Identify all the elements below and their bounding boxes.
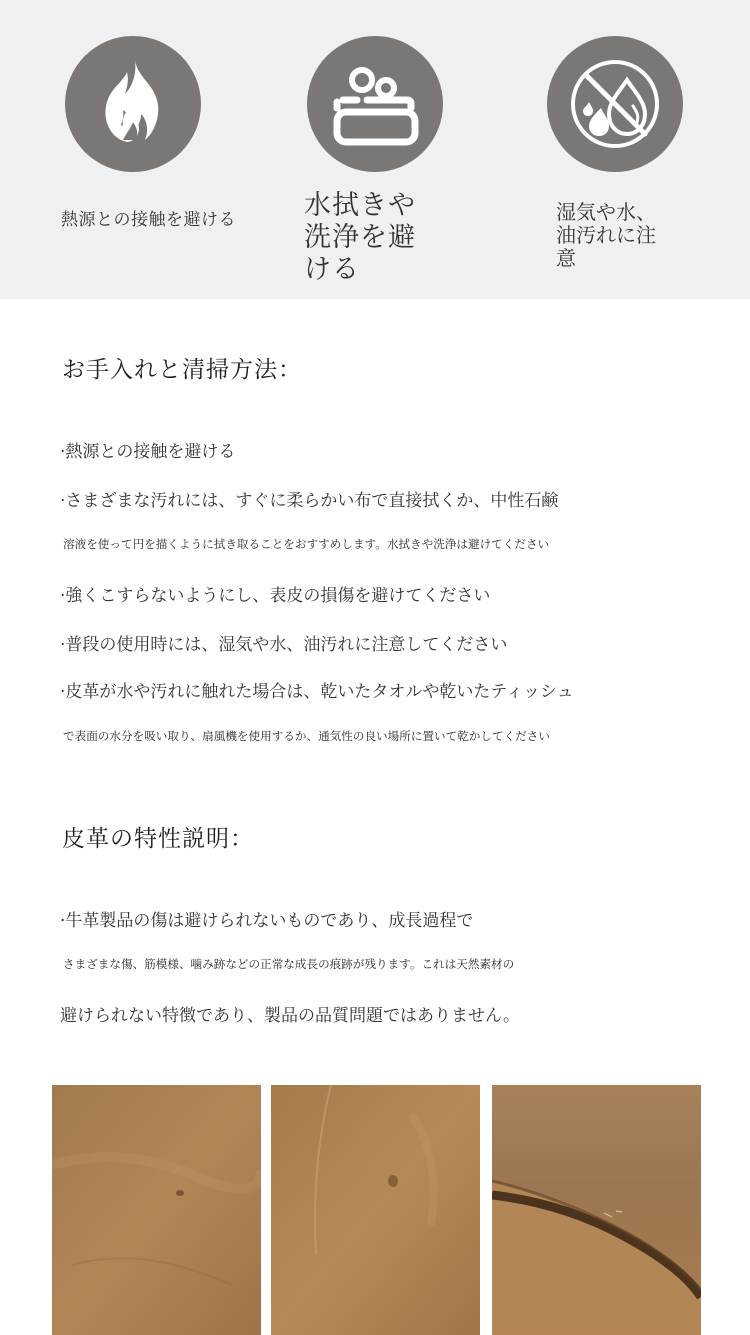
leather-line: さまざまな傷、筋模様、噛み跡などの正常な成長の痕跡が残ります。これは天然素材の [63,957,515,971]
bathtub-icon [307,36,443,172]
care-line: ·熱源との接触を避ける [60,442,236,462]
leather-photo [52,1085,261,1335]
flame-icon [65,36,201,172]
care-line: ·さまざまな汚れには、すぐに柔らかい布で直接拭くか、中性石鹸 [60,491,559,511]
care-line: ·皮革が水や汚れに触れた場合は、乾いたタオルや乾いたティッシュ [60,682,574,702]
caption-avoid-wet-wipe: 水拭きや洗浄を避ける [304,190,416,285]
care-line: ·強くこすらないようにし、表皮の損傷を避けてください [60,586,491,606]
care-line: ·普段の使用時には、湿気や水、油汚れに注意してください [60,635,508,655]
caption-avoid-heat: 熱源との接触を避ける [61,210,236,230]
care-line: 溶液を使って円を描くように拭き取ることをおすすめします。水拭きや洗浄は避けてください [63,537,550,551]
caption-beware-moisture: 湿気や水、油汚れに注意 [556,200,656,270]
leather-line: 避けられない特徴であり、製品の品質問題ではありません。 [60,1006,521,1026]
leather-line: ·牛革製品の傷は避けられないものであり、成長過程で [60,911,474,931]
leather-photo [271,1085,480,1335]
no-water-icon [547,36,683,172]
care-heading: お手入れと清掃方法： [62,357,302,383]
leather-heading: 皮革の特性説明： [62,826,254,852]
leather-photo [492,1085,701,1335]
care-line: で表面の水分を吸い取り、扇風機を使用するか、通気性の良い場所に置いて乾かしてください [63,729,550,743]
